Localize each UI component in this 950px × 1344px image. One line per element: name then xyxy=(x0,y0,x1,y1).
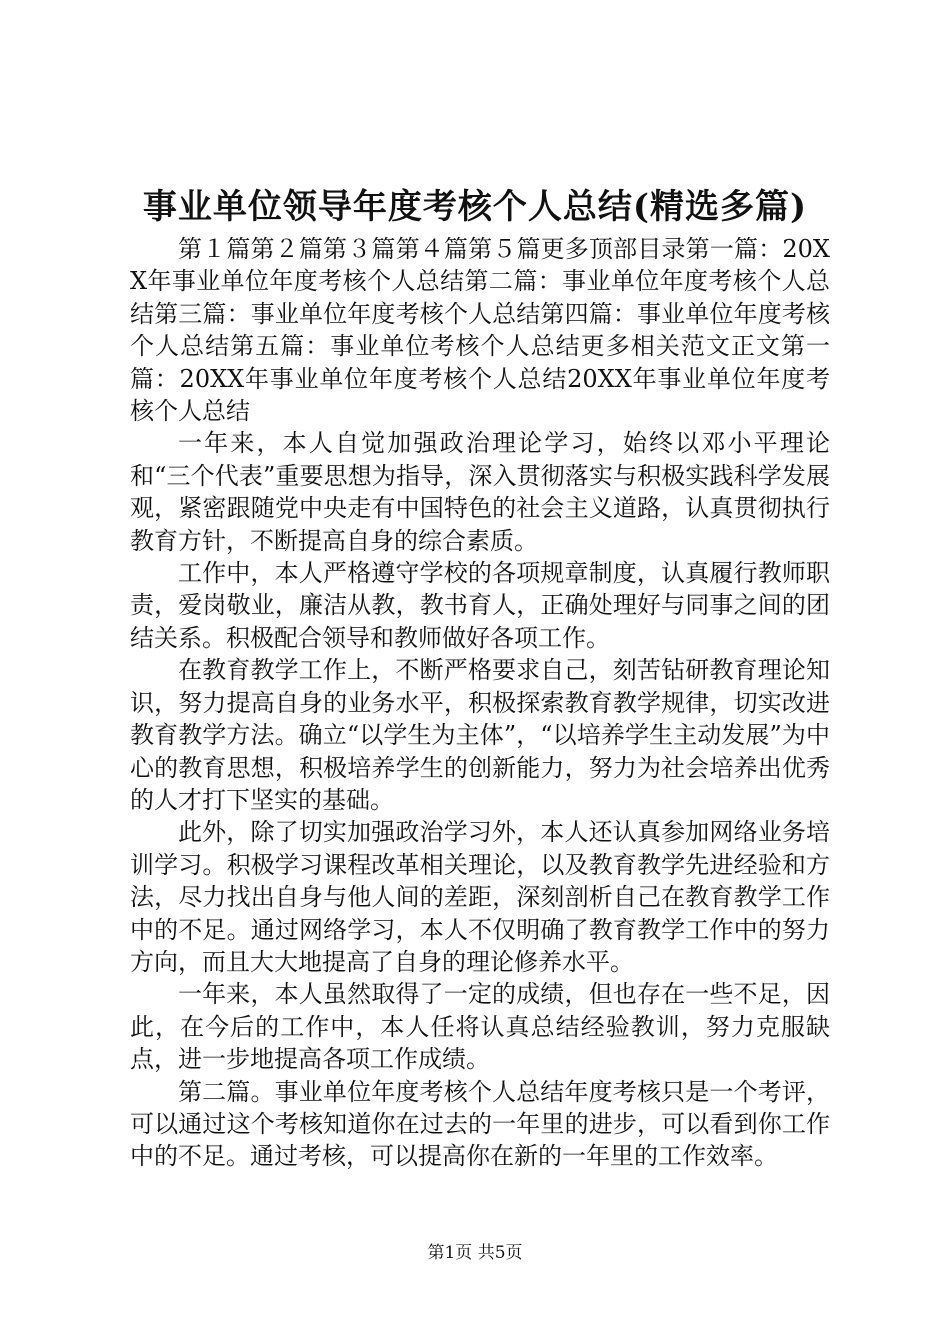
paragraph-shortcomings: 一年来，本人虽然取得了一定的成绩，但也存在一些不足，因此，在今后的工作中，本人任将认真总结经验教训，努力克服缺点，进一步地提高各项工作成绩。 xyxy=(130,980,830,1074)
document-title: 事业单位领导年度考核个人总结(精选多篇) xyxy=(142,187,808,227)
page-number: 第1页 共5页 xyxy=(427,1243,523,1263)
document-body xyxy=(130,233,830,1173)
paragraph-work-discipline: 工作中，本人严格遵守学校的各项规章制度，认真履行教师职责，爱岗敬业，廉洁从教，教书育人，正确处理好与同事之间的团结关系。积极配合领导和教师做好各项工作。 xyxy=(130,559,830,652)
paragraph-second-article: 第二篇。事业单位年度考核个人总结年度考核只是一个考评，可以通过这个考核知道你在过去的一年里的进步，可以看到你工作中的不足。通过考核，可以提高你在新的一年里的工作效率。 xyxy=(130,1077,830,1171)
paragraph-teaching-work: 在教育教学工作上，不断严格要求自己，刻苦钻研教育理论知识，努力提高自身的业务水平，积极探索教育教学规律，切实改进教育教学方法。确立“以学生为主体”，“以培养学生主动发展”为中心的教育思想，积极培养学生的创新能力，努力为社会培养出优秀的人才打下坚实的基础。 xyxy=(130,656,830,814)
paragraph-toc: 第１篇第２篇第３篇第４篇第５篇更多顶部目录第一篇：20XX年事业单位年度考核个人总结第二篇：事业单位年度考核个人总结第三篇：事业单位年度考核个人总结第四篇：事业单位年度考核个人总结第五篇：事业单位考核个人总结更多相关范文正文第一篇：20XX年事业单位年度考核个人总结20XX年事业单位年度考核个人总结 xyxy=(130,235,830,426)
paragraph-online-training: 此外，除了切实加强政治学习外，本人还认真参加网络业务培训学习。积极学习课程改革相关理论，以及教育教学先进经验和方法，尽力找出自身与他人间的差距，深刻剖析自己在教育教学工作中的不足。通过网络学习，本人不仅明确了教育教学工作中的努力方向，而且大大地提高了自身的理论修养水平。 xyxy=(130,818,830,976)
paragraph-political-study: 一年来，本人自觉加强政治理论学习，始终以邓小平理论和“三个代表”重要思想为指导，深入贯彻落实与积极实践科学发展观，紧密跟随党中央走有中国特色的社会主义道路，认真贯彻执行教育方针，不断提高自身的综合素质。 xyxy=(130,429,830,555)
